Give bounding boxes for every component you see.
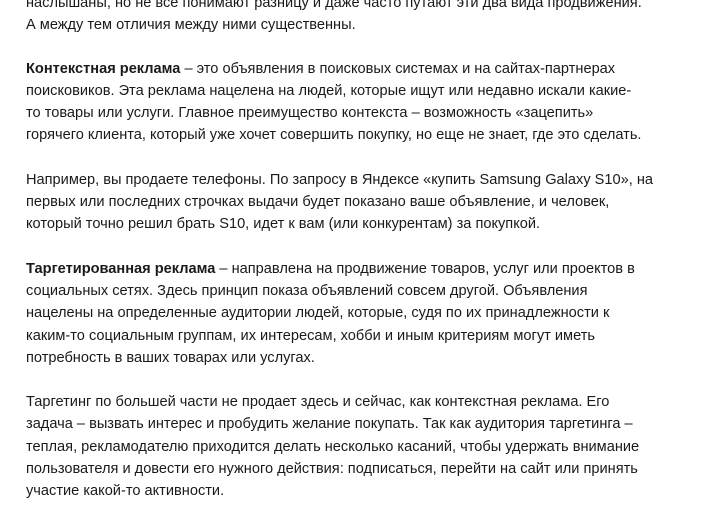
document-page bbox=[26, 0, 706, 525]
example-line-2: первых или последних строчках выдачи будет показано ваше объявление, и человек, bbox=[26, 194, 610, 211]
targeting-paragraph bbox=[26, 391, 706, 502]
targeted-ad-paragraph bbox=[26, 258, 706, 369]
context-ad-line-4: горячего клиента, который уже хочет совершить покупку, но еще не знает, где это сделать. bbox=[26, 127, 642, 144]
targeting-line-1: Таргетинг по большей части не продает здесь и сейчас, как контекстная реклама. Его bbox=[26, 394, 610, 411]
context-ad-line-2: поисковиков. Эта реклама нацелена на людей, которые ищут или недавно искали какие- bbox=[26, 82, 632, 99]
intro-line-1: наслышаны, но не все понимают разницу и даже часто путают эти два вида продвижения. bbox=[26, 0, 642, 11]
context-ad-definition-start: – это объявления в поисковых системах и на сайтах-партнерах bbox=[180, 60, 616, 77]
context-ad-line-3: то товары или услуги. Главное преимущество контекста – возможность «зацепить» bbox=[26, 105, 594, 122]
targeted-ad-term: Таргетированная реклама bbox=[26, 260, 216, 277]
context-ad-paragraph bbox=[26, 58, 706, 147]
example-paragraph bbox=[26, 169, 706, 236]
example-line-3: который точно решил брать S10, идет к вам (или конкурентам) за покупкой. bbox=[26, 216, 541, 233]
targeted-ad-line-2: социальных сетях. Здесь принцип показа объявлений совсем другой. Объявления bbox=[26, 282, 588, 299]
targeting-line-5: участие какой-то активности. bbox=[26, 483, 225, 500]
intro-paragraph bbox=[26, 0, 706, 37]
targeting-line-4: пользователя и довести его нужного действия: подписаться, перейти на сайт или принять bbox=[26, 461, 638, 478]
example-line-1: Например, вы продаете телефоны. По запросу в Яндексе «купить Samsung Galaxy S10», на bbox=[26, 171, 654, 188]
targeting-line-3: теплая, рекламодателю приходится делать несколько касаний, чтобы удержать внимание bbox=[26, 438, 640, 455]
targeted-ad-definition-start: – направлена на продвижение товаров, услуг или проектов в bbox=[215, 260, 635, 277]
targeted-ad-line-3: нацелены на определенные аудитории людей, которые, судя по их принадлежности к bbox=[26, 305, 610, 322]
intro-line-2: А между тем отличия между ними существенны. bbox=[26, 17, 356, 34]
targeted-ad-line-1 bbox=[26, 258, 706, 280]
context-ad-term: Контекстная реклама bbox=[26, 60, 181, 77]
context-ad-line-1 bbox=[26, 58, 706, 80]
targeting-line-2: задача – вызвать интерес и пробудить желание покупать. Так как аудитория таргетинга – bbox=[26, 416, 633, 433]
targeted-ad-line-5: потребность в ваших товарах или услугах. bbox=[26, 349, 315, 366]
targeted-ad-line-4: каким-то социальным группам, их интересам, хобби и иным критериям могут иметь bbox=[26, 327, 596, 344]
